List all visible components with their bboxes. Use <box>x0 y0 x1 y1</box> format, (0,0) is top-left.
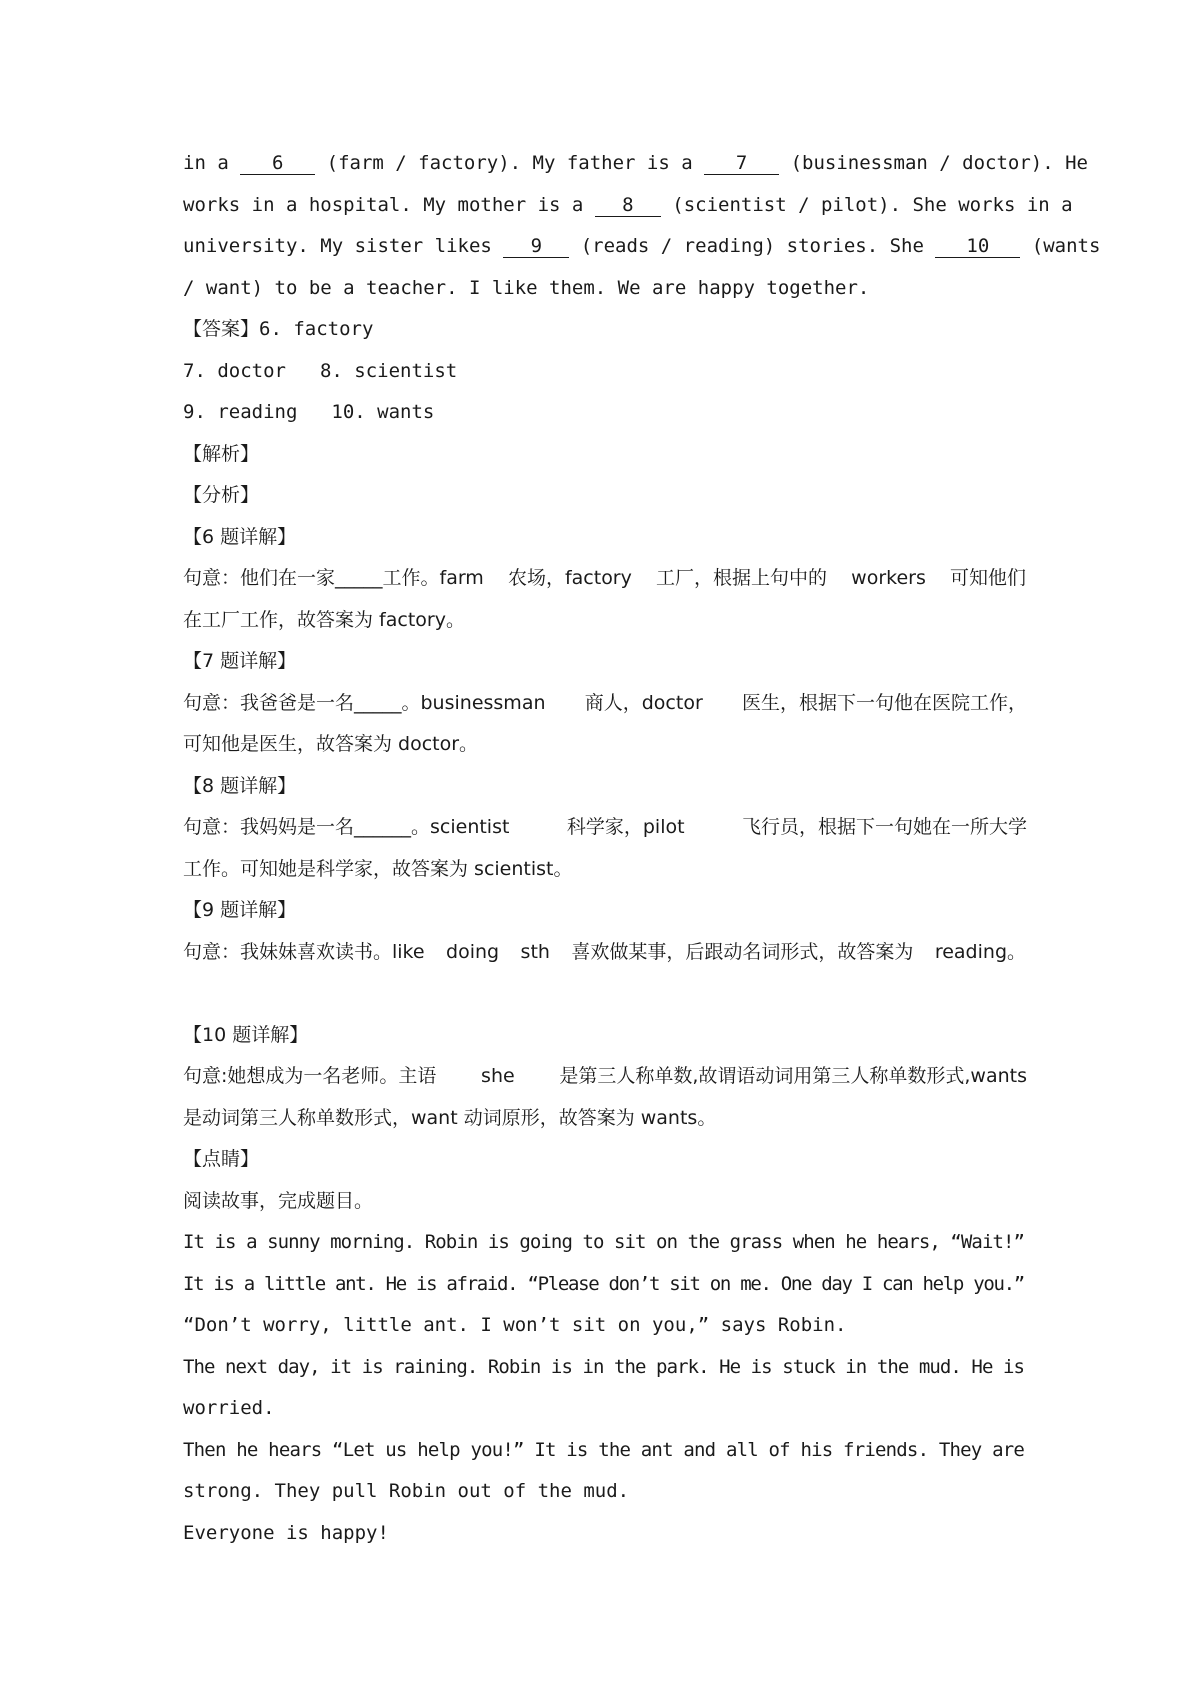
answer-10: 10. wants <box>331 401 435 423</box>
answer-line-3 <box>183 392 1028 434</box>
answer-9: 9. reading <box>183 401 298 423</box>
story-instruction: 阅读故事，完成题目。 <box>183 1189 374 1212</box>
passage-line-3 <box>183 226 1101 268</box>
blank-9: 9 <box>503 235 569 258</box>
answer-8: 8. scientist <box>319 359 458 382</box>
blank-8: 8 <box>595 194 661 217</box>
blank-spacer <box>183 973 1028 1015</box>
passage-line-4: / want) to be a teacher. I like them. We are happy together. <box>183 276 870 299</box>
jiexi-heading: 【解析】 <box>183 442 260 465</box>
passage-text: (scientist / pilot). She works in a <box>660 193 1073 216</box>
passage-line-1 <box>183 143 1088 185</box>
passage-line-2 <box>183 185 1073 227</box>
dianjing-heading: 【点睛】 <box>183 1148 260 1170</box>
q6-explanation-line-1: 句意：他们在一家_____工作。farm 农场，factory 工厂，根据上句中的 workers 可知他们 <box>183 567 1026 589</box>
passage-text: university. My sister likes <box>183 235 504 257</box>
q7-explanation-line-1: 句意：我爸爸是一名_____。businessman 商人，doctor 医生，根据下一句他在医院工作， <box>183 691 1027 714</box>
q10-explanation-line-1: 句意:她想成为一名老师。主语 she 是第三人称单数,故谓语动词用第三人称单数形式,wants <box>183 1065 1027 1087</box>
story-line: The next day, it is raining. Robin is in the park. He is stuck in the mud. He is <box>183 1355 1024 1378</box>
story-line: strong. They pull Robin out of the mud. <box>183 1480 630 1502</box>
answer-line-1 <box>183 309 1028 351</box>
passage-text: (reads / reading) stories. She <box>569 235 936 257</box>
q10-explanation-line-2: 是动词第三人称单数形式，want 动词原形，故答案为 wants。 <box>183 1106 717 1129</box>
q6-heading: 【6 题详解】 <box>183 525 297 548</box>
story-line: It is a sunny morning. Robin is going to sit on the grass when he hears, “Wait!” <box>183 1231 1024 1253</box>
blank-10: 10 <box>935 235 1020 258</box>
q9-explanation-line-1: 句意：我妹妹喜欢读书。like doing sth 喜欢做某事，后跟动名词形式，故答案为 reading。 <box>183 940 1026 963</box>
passage-text: (wants <box>1020 235 1101 257</box>
story-line: “Don’t worry, little ant. I won’t sit on you,” says Robin. <box>183 1314 847 1336</box>
document-content <box>183 143 1101 1554</box>
blank-7: 7 <box>704 152 779 175</box>
q6-explanation-line-2: 在工厂工作，故答案为 factory。 <box>183 608 465 631</box>
q10-heading: 【10 题详解】 <box>183 1023 309 1046</box>
story-line: Then he hears “Let us help you!” It is the ant and all of his friends. They are <box>183 1438 1025 1461</box>
passage-text: (businessman / doctor). He <box>779 152 1088 174</box>
passage-text: works in a hospital. My mother is a <box>183 193 595 216</box>
passage-text: in a <box>183 152 241 174</box>
q8-heading: 【8 题详解】 <box>183 774 297 797</box>
fenxi-heading: 【分析】 <box>183 484 260 506</box>
story-line: It is a little ant. He is afraid. “Please don’t sit on me. One day I can help you.” <box>183 1272 1024 1295</box>
q7-explanation-line-2: 可知他是医生，故答案为 doctor。 <box>183 733 479 755</box>
q7-heading: 【7 题详解】 <box>183 650 297 672</box>
story-line: Everyone is happy! <box>183 1521 389 1544</box>
story-line: worried. <box>183 1397 275 1419</box>
blank-6: 6 <box>240 152 315 175</box>
q8-explanation-line-2: 工作。可知她是科学家，故答案为 scientist。 <box>183 857 573 880</box>
answer-label: 【答案】 <box>183 318 260 340</box>
answer-line-2 <box>183 351 1028 393</box>
answer-7: 7. doctor <box>183 359 286 382</box>
passage-text: (farm / factory). My father is a <box>315 152 705 174</box>
q8-explanation-line-1: 句意：我妈妈是一名______。scientist 科学家，pilot 飞行员，根据下一句她在一所大学 <box>183 816 1027 838</box>
q9-heading: 【9 题详解】 <box>183 899 297 921</box>
answer-6: 6. factory <box>259 318 374 340</box>
